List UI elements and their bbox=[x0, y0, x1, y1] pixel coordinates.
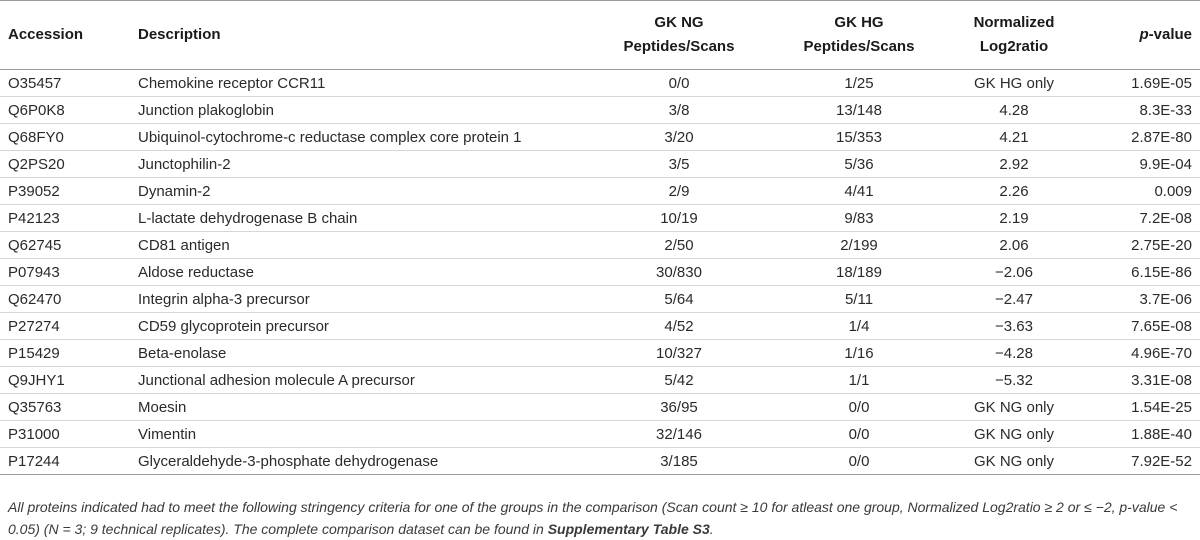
cell-gk-ng: 2/9 bbox=[578, 178, 780, 205]
cell-gk-hg: 13/148 bbox=[780, 97, 938, 124]
cell-pvalue: 0.009 bbox=[1090, 178, 1200, 205]
table-row bbox=[0, 259, 1200, 286]
table-row bbox=[0, 178, 1200, 205]
cell-gk-ng: 2/50 bbox=[578, 232, 780, 259]
table-row bbox=[0, 97, 1200, 124]
header-pvalue: p-value bbox=[1090, 1, 1200, 70]
cell-accession: Q62745 bbox=[0, 232, 138, 259]
header-log2ratio: Normalized Log2ratio bbox=[938, 1, 1090, 70]
cell-pvalue: 7.65E-08 bbox=[1090, 313, 1200, 340]
cell-accession: P07943 bbox=[0, 259, 138, 286]
table-row bbox=[0, 367, 1200, 394]
cell-gk-hg: 15/353 bbox=[780, 124, 938, 151]
footnote-text: All proteins indicated had to meet the following stringency criteria for one of the groups in the comparison (Scan count ≥ 10 for atleast one group, Normalized Log2ratio ≥ 2 or ≤ −2, p-value < 0.05) (N = 3; 9 technical replicates). The complete comparison dataset can be found in bbox=[8, 499, 1178, 537]
cell-accession: Q9JHY1 bbox=[0, 367, 138, 394]
cell-log2ratio: 4.21 bbox=[938, 124, 1090, 151]
cell-description: Dynamin-2 bbox=[138, 178, 578, 205]
cell-gk-hg: 1/16 bbox=[780, 340, 938, 367]
cell-description: Beta-enolase bbox=[138, 340, 578, 367]
cell-log2ratio: GK NG only bbox=[938, 421, 1090, 448]
cell-gk-ng: 36/95 bbox=[578, 394, 780, 421]
cell-gk-hg: 1/1 bbox=[780, 367, 938, 394]
cell-log2ratio: 2.06 bbox=[938, 232, 1090, 259]
table-row bbox=[0, 232, 1200, 259]
cell-gk-hg: 2/199 bbox=[780, 232, 938, 259]
cell-pvalue: 6.15E-86 bbox=[1090, 259, 1200, 286]
cell-log2ratio: 4.28 bbox=[938, 97, 1090, 124]
cell-gk-hg: 5/11 bbox=[780, 286, 938, 313]
cell-log2ratio: GK NG only bbox=[938, 394, 1090, 421]
cell-description: Junctional adhesion molecule A precursor bbox=[138, 367, 578, 394]
cell-log2ratio: −5.32 bbox=[938, 367, 1090, 394]
cell-log2ratio: −2.47 bbox=[938, 286, 1090, 313]
cell-description: Integrin alpha-3 precursor bbox=[138, 286, 578, 313]
table-footnote: All proteins indicated had to meet the following stringency criteria for one of the groups in the comparison (Scan count ≥ 10 for atleast one group, Normalized Log2ratio ≥ 2 or ≤ −2, p-value < 0.05) (N = 3; 9 technical replicates). The complete comparison dataset can be found in Supplementary Table S3. bbox=[8, 499, 1178, 537]
cell-gk-hg: 1/4 bbox=[780, 313, 938, 340]
cell-accession: Q6P0K8 bbox=[0, 97, 138, 124]
cell-log2ratio: 2.92 bbox=[938, 151, 1090, 178]
cell-gk-hg: 0/0 bbox=[780, 421, 938, 448]
cell-gk-ng: 4/52 bbox=[578, 313, 780, 340]
table-row bbox=[0, 205, 1200, 232]
cell-pvalue: 3.31E-08 bbox=[1090, 367, 1200, 394]
cell-pvalue: 3.7E-06 bbox=[1090, 286, 1200, 313]
cell-pvalue: 7.2E-08 bbox=[1090, 205, 1200, 232]
cell-description: CD81 antigen bbox=[138, 232, 578, 259]
cell-gk-ng: 10/19 bbox=[578, 205, 780, 232]
cell-gk-hg: 0/0 bbox=[780, 448, 938, 475]
cell-description: Glyceraldehyde-3-phosphate dehydrogenase bbox=[138, 448, 578, 475]
cell-accession: Q68FY0 bbox=[0, 124, 138, 151]
cell-pvalue: 2.87E-80 bbox=[1090, 124, 1200, 151]
cell-gk-ng: 5/42 bbox=[578, 367, 780, 394]
cell-gk-ng: 10/327 bbox=[578, 340, 780, 367]
table-row bbox=[0, 124, 1200, 151]
cell-pvalue: 1.69E-05 bbox=[1090, 70, 1200, 97]
cell-pvalue: 2.75E-20 bbox=[1090, 232, 1200, 259]
supplementary-table-link[interactable]: Supplementary Table S3 bbox=[547, 521, 710, 537]
table-body bbox=[0, 70, 1200, 475]
cell-accession: Q2PS20 bbox=[0, 151, 138, 178]
cell-gk-hg: 4/41 bbox=[780, 178, 938, 205]
cell-accession: P27274 bbox=[0, 313, 138, 340]
cell-accession: P31000 bbox=[0, 421, 138, 448]
cell-log2ratio: GK HG only bbox=[938, 70, 1090, 97]
table-row bbox=[0, 394, 1200, 421]
cell-description: Ubiquinol-cytochrome-c reductase complex core protein 1 bbox=[138, 124, 578, 151]
cell-description: CD59 glycoprotein precursor bbox=[138, 313, 578, 340]
cell-log2ratio: −4.28 bbox=[938, 340, 1090, 367]
cell-description: Junctophilin-2 bbox=[138, 151, 578, 178]
cell-gk-ng: 32/146 bbox=[578, 421, 780, 448]
header-row bbox=[0, 1, 1200, 70]
cell-accession: P15429 bbox=[0, 340, 138, 367]
cell-gk-ng: 0/0 bbox=[578, 70, 780, 97]
cell-accession: P17244 bbox=[0, 448, 138, 475]
cell-gk-hg: 0/0 bbox=[780, 394, 938, 421]
cell-log2ratio: −2.06 bbox=[938, 259, 1090, 286]
table-row bbox=[0, 286, 1200, 313]
cell-description: Junction plakoglobin bbox=[138, 97, 578, 124]
cell-log2ratio: 2.26 bbox=[938, 178, 1090, 205]
cell-pvalue: 7.92E-52 bbox=[1090, 448, 1200, 475]
cell-pvalue: 1.54E-25 bbox=[1090, 394, 1200, 421]
table-row bbox=[0, 340, 1200, 367]
cell-description: Moesin bbox=[138, 394, 578, 421]
cell-log2ratio: GK NG only bbox=[938, 448, 1090, 475]
table-row bbox=[0, 313, 1200, 340]
header-gk-ng: GK NG Peptides/Scans bbox=[578, 1, 780, 70]
cell-pvalue: 9.9E-04 bbox=[1090, 151, 1200, 178]
cell-log2ratio: −3.63 bbox=[938, 313, 1090, 340]
header-gk-hg: GK HG Peptides/Scans bbox=[780, 1, 938, 70]
header-description: Description bbox=[138, 1, 578, 70]
header-accession: Accession bbox=[0, 1, 138, 70]
cell-gk-ng: 3/5 bbox=[578, 151, 780, 178]
table-row bbox=[0, 421, 1200, 448]
cell-log2ratio: 2.19 bbox=[938, 205, 1090, 232]
cell-gk-hg: 5/36 bbox=[780, 151, 938, 178]
cell-gk-ng: 3/185 bbox=[578, 448, 780, 475]
cell-pvalue: 1.88E-40 bbox=[1090, 421, 1200, 448]
cell-gk-hg: 18/189 bbox=[780, 259, 938, 286]
cell-description: Chemokine receptor CCR11 bbox=[138, 70, 578, 97]
cell-accession: Q35763 bbox=[0, 394, 138, 421]
cell-gk-ng: 3/8 bbox=[578, 97, 780, 124]
cell-description: L-lactate dehydrogenase B chain bbox=[138, 205, 578, 232]
cell-gk-ng: 3/20 bbox=[578, 124, 780, 151]
cell-pvalue: 8.3E-33 bbox=[1090, 97, 1200, 124]
cell-gk-hg: 9/83 bbox=[780, 205, 938, 232]
cell-description: Vimentin bbox=[138, 421, 578, 448]
cell-accession: Q62470 bbox=[0, 286, 138, 313]
cell-gk-hg: 1/25 bbox=[780, 70, 938, 97]
cell-gk-ng: 30/830 bbox=[578, 259, 780, 286]
table-row bbox=[0, 151, 1200, 178]
cell-pvalue: 4.96E-70 bbox=[1090, 340, 1200, 367]
cell-accession: O35457 bbox=[0, 70, 138, 97]
table-row bbox=[0, 70, 1200, 97]
cell-accession: P39052 bbox=[0, 178, 138, 205]
cell-accession: P42123 bbox=[0, 205, 138, 232]
cell-description: Aldose reductase bbox=[138, 259, 578, 286]
table-row bbox=[0, 448, 1200, 475]
cell-gk-ng: 5/64 bbox=[578, 286, 780, 313]
